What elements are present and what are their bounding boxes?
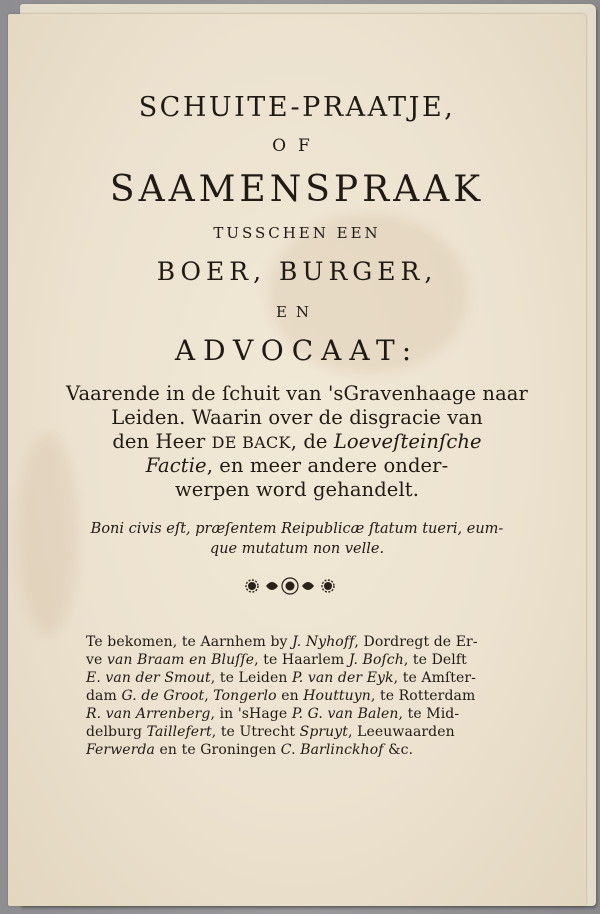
text: en	[276, 688, 304, 704]
name-de-back: DE BACK	[211, 433, 291, 452]
imprint-line-1	[86, 634, 526, 650]
printer-name: Tongerlo	[213, 688, 277, 704]
printer-name: G. de Groot	[121, 688, 205, 704]
imprint-line-6	[86, 724, 526, 740]
imprint-line-3	[86, 670, 526, 686]
printer-name: P. G. van Balen	[291, 706, 399, 722]
text: &c.	[383, 742, 414, 758]
fleuron-ornament-icon	[242, 576, 338, 596]
printer-name: Taillefert	[146, 724, 212, 740]
text: en te Groningen	[155, 742, 281, 758]
text: ve	[86, 652, 107, 668]
text: , Leeuwaarden	[348, 724, 455, 740]
text: , de	[290, 430, 334, 453]
printer-name: C. Barlinckhof	[280, 742, 384, 758]
imprint-line-4	[86, 688, 526, 704]
text: , Dordregt de Er-	[354, 634, 478, 650]
printer-name: van Braam en Bluſſe	[106, 652, 255, 668]
description-line-2: Leiden. Waarin over de disgracie van	[111, 406, 483, 429]
text: , te Mid-	[398, 706, 460, 722]
text: , te Haarlem	[254, 652, 349, 668]
imprint-line-5	[86, 706, 526, 722]
motto-line-1: Boni civis eſt, præſentem Reipublicæ ſtatum tueri, eum-	[90, 521, 504, 537]
title-en: EN	[275, 303, 319, 321]
text: , te Rotterdam	[370, 688, 476, 704]
text: , te Utrecht	[211, 724, 300, 740]
title-tusschen: TUSSCHEN EEN	[213, 224, 381, 242]
title-line-2: SAAMENSPRAAK	[109, 169, 485, 210]
printer-name: J. Nyhoff	[292, 634, 355, 650]
text: , en meer andere onder-	[206, 454, 449, 477]
printer-name: Houttuyn	[303, 688, 371, 704]
printer-name: P. van der Eyk	[292, 670, 394, 686]
description-line-4	[8, 454, 586, 477]
text: Te bekomen, te Aarnhem by	[86, 634, 293, 650]
title-advocaat: ADVOCAAT:	[174, 334, 420, 367]
printer-name: J. Boſch	[348, 652, 404, 668]
title-page	[8, 14, 586, 906]
printer-name: Ferwerda	[86, 742, 155, 758]
faction-name: Loeveſteinſche	[333, 430, 482, 453]
text: dam	[86, 688, 122, 704]
imprint-line-2	[86, 652, 526, 668]
text: , te Leiden	[210, 670, 293, 686]
faction-word: Factie	[145, 454, 207, 477]
motto-line-2: que mutatum non velle.	[209, 541, 385, 557]
text: delburg	[86, 724, 147, 740]
imprint-line-7	[86, 742, 526, 758]
title-line-1: SCHUITE-PRAATJE,	[138, 92, 456, 123]
title-speakers: BOER, BURGER,	[156, 257, 438, 286]
text: den Heer	[112, 430, 212, 453]
description-line-5: werpen word gehandelt.	[174, 478, 420, 501]
text: , te Delft	[403, 652, 467, 668]
printer-name: Spruyt	[299, 724, 349, 740]
description-line-1: Vaarende in de ſchuit van 'sGravenhaage naar	[66, 382, 528, 405]
printer-name: R. van Arrenberg	[86, 706, 211, 722]
printer-name: E. van der Smout	[86, 670, 211, 686]
title-of: OF	[272, 136, 322, 156]
text: , te Amſter-	[393, 670, 477, 686]
text: ,	[204, 688, 214, 704]
description-line-3	[8, 430, 586, 453]
text: , in 'sHage	[210, 706, 292, 722]
